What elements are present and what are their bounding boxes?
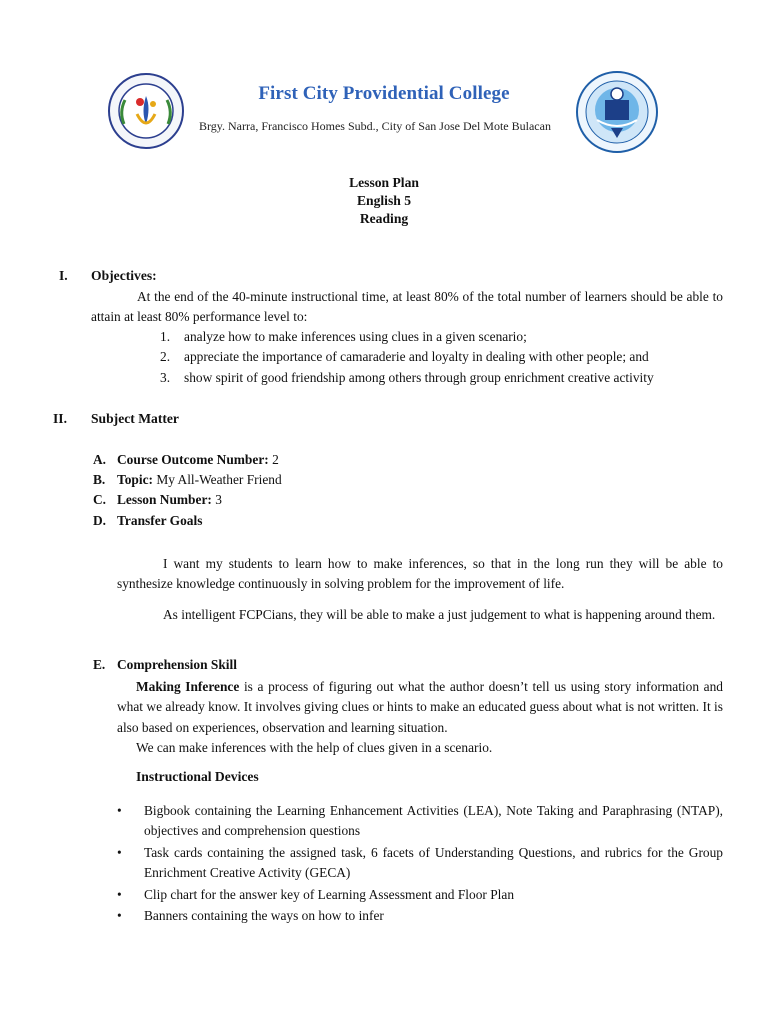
objective-number: 3. [160, 370, 171, 385]
objective-number: 2. [160, 349, 171, 364]
section-number-subject-matter: II. [53, 411, 67, 426]
bullet-icon: • [117, 845, 122, 860]
comprehension-label: Comprehension Skill [117, 657, 237, 672]
subject-item-label: Course Outcome Number: [117, 452, 269, 467]
instructional-device-item [117, 885, 723, 905]
subject-item-letter: C. [93, 492, 107, 507]
bullet-icon: • [117, 908, 122, 923]
college-name: First City Providential College [258, 83, 510, 104]
instructional-device-text: Bigbook containing the Learning Enhancement Activities (LEA), Note Taking and Paraphrasing (NTAP), objectives and comprehension questions [144, 803, 723, 839]
section-title-subject-matter: Subject Matter [91, 411, 179, 426]
subject-item-letter: A. [93, 452, 107, 467]
instructional-devices-heading: Instructional Devices [136, 769, 259, 784]
subject-item-value: My All-Weather Friend [152, 472, 282, 487]
objective-text: appreciate the importance of camaraderie and loyalty in dealing with other people; and [184, 349, 649, 364]
doc-title-area: Reading [359, 211, 409, 226]
section-title-objectives: Objectives: [91, 268, 157, 283]
subject-item-value: 3 [211, 492, 222, 507]
section-number-objectives: I. [59, 268, 68, 283]
subject-item-label: Lesson Number: [117, 492, 212, 507]
instructional-device-text: Clip chart for the answer key of Learning Assessment and Floor Plan [144, 887, 515, 902]
objective-number: 1. [160, 329, 171, 344]
bullet-icon: • [117, 803, 122, 818]
instructional-device-text: Task cards containing the assigned task, 6 facets of Understanding Questions, and rubrics for the Group Enrichment Creative Activity (GECA) [144, 845, 723, 881]
comprehension-definition-text: is a process of figuring out what the author doesn’t tell us using story information and what we already know. It involves giving clues or hints to make an educated guess about what is not written. It is also based on experiences, observation and learning situation. [117, 679, 723, 735]
college-address: Brgy. Narra, Francisco Homes Subd., City of San Jose Del Mote Bulacan [199, 119, 551, 133]
objectives-intro: At the end of the 40-minute instructional time, at least 80% of the total number of learners should be able to attain at least 80% performance level to: [91, 289, 723, 325]
doc-title-subject: English 5 [356, 193, 412, 208]
subject-item-letter: B. [93, 472, 106, 487]
comprehension-term: Making Inference [136, 679, 240, 694]
subject-item-value: 2 [268, 452, 279, 467]
doc-title-lesson-plan: Lesson Plan [349, 175, 419, 190]
instructional-device-text: Banners containing the ways on how to infer [144, 908, 384, 923]
objective-text: show spirit of good friendship among others through group enrichment creative activity [184, 370, 654, 385]
instructional-device-item [117, 906, 723, 926]
comprehension-letter: E. [93, 657, 106, 672]
subject-item-letter: D. [93, 513, 107, 528]
comprehension-definition [117, 677, 723, 738]
subject-item-label: Transfer Goals [117, 513, 203, 528]
transfer-goal-paragraph: I want my students to learn how to make inferences, so that in the long run they will be able to synthesize knowledge continuously in solving problem for the improvement of life. [117, 556, 723, 592]
objective-text: analyze how to make inferences using clues in a given scenario; [184, 329, 527, 344]
subject-item-label: Topic: [117, 472, 153, 487]
transfer-goal-paragraph: As intelligent FCPCians, they will be able to make a just judgement to what is happening around them. [163, 607, 716, 622]
bullet-icon: • [117, 887, 122, 902]
comprehension-note: We can make inferences with the help of clues given in a scenario. [136, 740, 493, 755]
instructional-device-item [117, 801, 723, 842]
instructional-device-item [117, 843, 723, 884]
